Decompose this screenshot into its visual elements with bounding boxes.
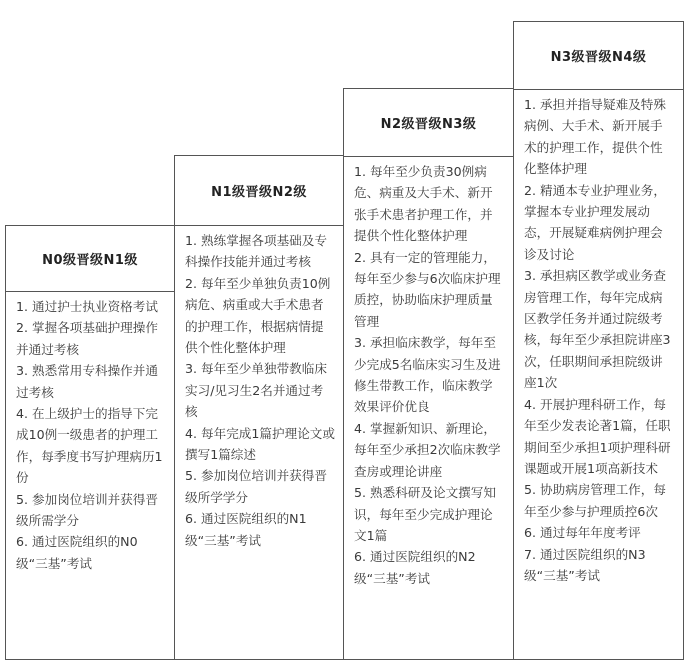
requirement-item: 3. 承担临床教学，每年至少完成5名临床实习生及进修生带教工作，临床教学效果评价优良: [354, 335, 501, 415]
column-title: N0级晋级N1级: [6, 226, 174, 292]
requirement-item: 5. 参加岗位培训并获得晋级所需学分: [16, 491, 158, 529]
requirement-item: 5. 参加岗位培训并获得晋级所学学分: [185, 468, 327, 505]
requirement-item: 1. 通过护士执业资格考试: [16, 299, 158, 314]
column-n3-to-n4: [513, 21, 684, 660]
requirement-item: 3. 承担病区教学或业务查房管理工作，每年完成病区教学任务并通过院级考核，每年至少承担院讲座3次，任职期间承担院级讲座1次: [524, 268, 671, 391]
requirement-item: 2. 掌握各项基础护理操作并通过考核: [16, 320, 158, 357]
requirement-item: 4. 在上级护士的指导下完成10例一级患者的护理工作，每季度书写护理病历1份: [16, 406, 163, 486]
column-title: N2级晋级N3级: [344, 89, 513, 157]
requirement-item: 3. 熟悉常用专科操作并通过考核: [16, 363, 158, 400]
requirement-item: 1. 承担并指导疑难及特殊病例、大手术、新开展手术的护理工作，提供个性化整体护理: [524, 97, 666, 177]
requirement-list: [175, 226, 343, 551]
requirement-item: 1. 每年至少负责30例病危、病重及大手术、新开张手术患者护理工作，并提供个性化整体护理: [354, 164, 493, 244]
requirement-item: 2. 精通本专业护理业务，掌握本专业护理发展动态，开展疑难病例护理会诊及讨论: [524, 182, 666, 262]
requirement-item: 7. 通过医院组织的N3级“三基”考试: [524, 546, 646, 583]
column-n0-to-n1: [5, 225, 175, 660]
requirement-item: 1. 熟练掌握各项基础及专科操作技能并通过考核: [185, 233, 327, 270]
requirement-item: 5. 协助病房管理工作，每年至少参与护理质控6次: [524, 482, 666, 519]
requirement-item: 6. 通过医院组织的N0级“三基”考试: [16, 534, 138, 571]
requirement-item: 2. 每年至少单独负责10例病危、病重或大手术患者的护理工作，根据病情提供个性化整体护理: [185, 275, 331, 356]
requirement-item: 4. 开展护理科研工作，每年至少发表论著1篇，任职期间至少承担1项护理科研课题或开展1项高新技术: [524, 396, 671, 476]
requirement-item: 4. 掌握新知识、新理论，每年至少承担2次临床教学查房或理论讲座: [354, 420, 501, 479]
requirement-item: 6. 通过医院组织的N2级“三基”考试: [354, 549, 476, 586]
requirement-item: 4. 每年完成1篇护理论文或撰写1篇综述: [185, 425, 335, 463]
requirement-list: [6, 292, 174, 574]
column-n1-to-n2: [174, 155, 344, 660]
requirement-list: [344, 157, 513, 589]
requirement-item: 3. 每年至少单独带教临床实习/见习生2名并通过考核: [185, 361, 327, 420]
requirement-item: 6. 通过医院组织的N1级“三基”考试: [185, 511, 307, 548]
column-title: N3级晋级N4级: [514, 22, 683, 90]
column-n2-to-n3: [343, 88, 514, 660]
requirement-item: 2. 具有一定的管理能力，每年至少参与6次临床护理质控，协助临床护理质量管理: [354, 249, 501, 329]
requirement-item: 6. 通过每年年度考评: [524, 525, 641, 541]
requirement-list: [514, 90, 683, 586]
requirement-item: 5. 熟悉科研及论文撰写知识，每年至少完成护理论文1篇: [354, 485, 496, 543]
column-title: N1级晋级N2级: [175, 156, 343, 226]
